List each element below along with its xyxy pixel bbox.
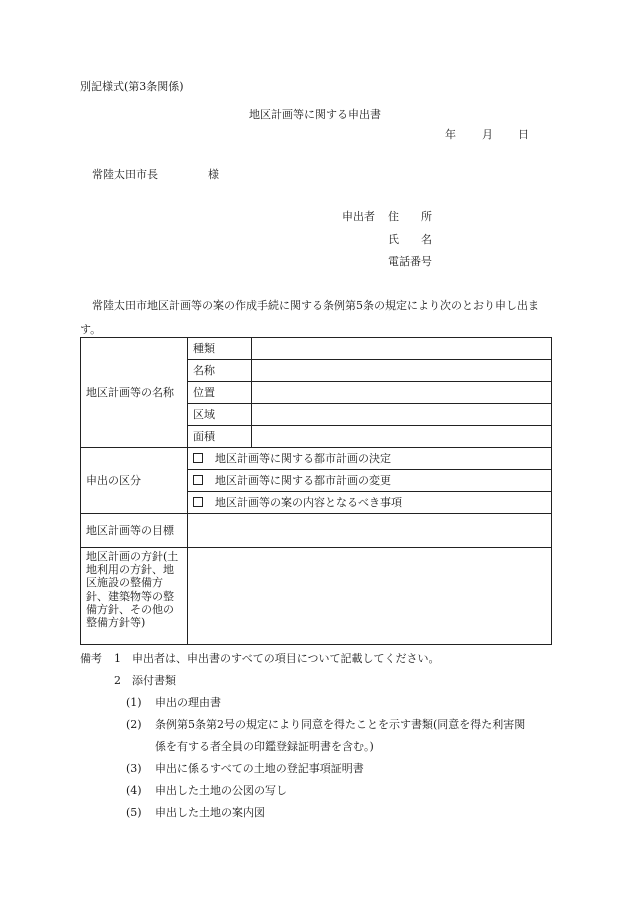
applicant-address-label	[388, 210, 432, 223]
category-option-content[interactable]	[188, 492, 552, 514]
applicant-name-label	[388, 233, 432, 246]
date-month-label: 月	[482, 128, 493, 141]
attachment-2-number: (2)	[126, 718, 142, 731]
category-option-decision[interactable]	[188, 448, 552, 470]
attachment-4-number: (4)	[126, 784, 142, 797]
address-char-2: 所	[421, 210, 432, 223]
row-label-type: 種類	[188, 338, 252, 360]
policy-field[interactable]	[188, 548, 552, 645]
application-table	[80, 337, 552, 645]
category-section-label: 申出の区分	[81, 448, 188, 514]
checkbox-icon[interactable]	[193, 453, 203, 463]
attachment-4-text: 申出した土地の公図の写し	[155, 784, 287, 797]
applicant-phone-label: 電話番号	[388, 255, 432, 268]
form-label: 別記様式(第3条関係)	[80, 80, 184, 93]
date-year-label: 年	[445, 128, 456, 141]
row-label-area: 区域	[188, 404, 252, 426]
name-field[interactable]	[252, 360, 552, 382]
intro-paragraph: 常陸太田市地区計画等の案の作成手続に関する条例第5条の規定により次のとおり申し出ます。	[80, 299, 539, 336]
recipient-honorific: 様	[208, 168, 219, 181]
row-label-location: 位置	[188, 382, 252, 404]
name-section-label: 地区計画等の名称	[81, 338, 188, 448]
attachment-1-number: (1)	[126, 696, 142, 709]
goal-label: 地区計画等の目標	[81, 514, 188, 548]
attachment-3-text: 申出に係るすべての土地の登記事項証明書	[155, 762, 364, 775]
area-field[interactable]	[252, 404, 552, 426]
option-label: 地区計画等に関する都市計画の変更	[215, 473, 391, 487]
address-char-1: 住	[388, 210, 399, 223]
category-option-change[interactable]	[188, 470, 552, 492]
option-label: 地区計画等の案の内容となるべき事項	[215, 495, 402, 509]
policy-label: 地区計画の方針(土地利用の方針、地区施設の整備方針、建築物等の整備方針、その他の整備方針等)	[81, 548, 188, 645]
note-2-text: 添付書類	[132, 674, 176, 687]
note-2-number: 2	[114, 674, 121, 687]
attachment-3-number: (3)	[126, 762, 142, 775]
name-char-2: 名	[421, 233, 432, 246]
name-char-1: 氏	[388, 233, 399, 246]
note-1-number: 1	[114, 652, 121, 665]
date-day-label: 日	[518, 128, 529, 141]
attachment-2-text-line1: 条例第5条第2号の規定により同意を得たことを示す書類(同意を得た利害関	[155, 718, 526, 731]
location-field[interactable]	[252, 382, 552, 404]
checkbox-icon[interactable]	[193, 497, 203, 507]
row-label-name: 名称	[188, 360, 252, 382]
notes-heading: 備考	[80, 652, 102, 665]
size-field[interactable]	[252, 426, 552, 448]
attachment-5-text: 申出した土地の案内図	[155, 806, 265, 819]
checkbox-icon[interactable]	[193, 475, 203, 485]
attachment-2-text-line2: 係を有する者全員の印鑑登録証明書を含む。)	[155, 740, 374, 753]
document-title: 地区計画等に関する申出書	[249, 108, 381, 121]
goal-field[interactable]	[188, 514, 552, 548]
row-label-size: 面積	[188, 426, 252, 448]
attachment-1-text: 申出の理由書	[155, 696, 221, 709]
note-1-text: 申出者は、申出書のすべての項目について記載してください。	[132, 652, 440, 665]
recipient-name: 常陸太田市長	[92, 168, 158, 181]
attachment-5-number: (5)	[126, 806, 142, 819]
type-field[interactable]	[252, 338, 552, 360]
option-label: 地区計画等に関する都市計画の決定	[215, 451, 391, 465]
applicant-heading: 申出者	[342, 210, 375, 223]
